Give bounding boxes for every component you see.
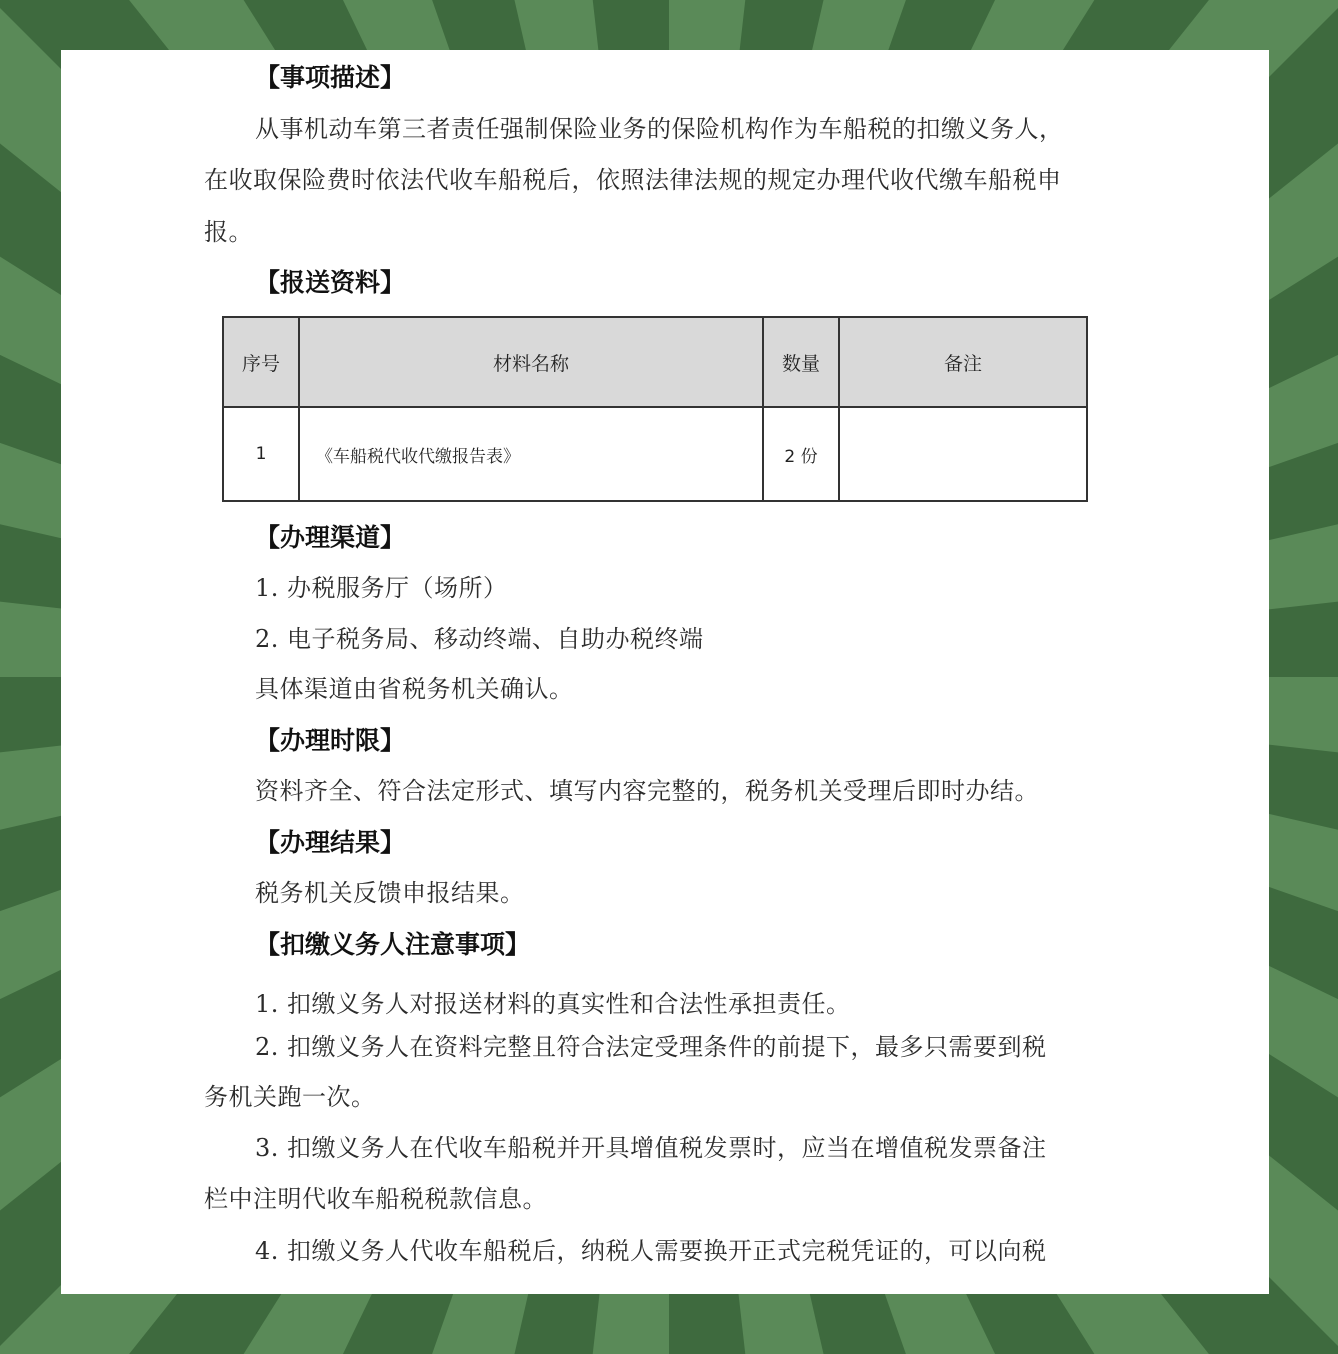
header-remark: 备注	[839, 317, 1087, 407]
paragraph-line: 报。	[204, 218, 253, 246]
header-quantity: 数量	[763, 317, 839, 407]
document-page	[61, 50, 1269, 1294]
paragraph-line: 从事机动车第三者责任强制保险业务的保险机构作为车船税的扣缴义务人，	[255, 115, 1064, 143]
list-item: 2. 扣缴义务人在资料完整且符合法定受理条件的前提下，最多只需要到税	[255, 1033, 1047, 1061]
section-title-notes: 【扣缴义务人注意事项】	[255, 930, 531, 959]
section-title-description: 【事项描述】	[255, 63, 406, 92]
paragraph-line: 在收取保险费时依法代收车船税后，依照法律法规的规定办理代收代缴车船税申	[204, 166, 1062, 194]
section-title-channels: 【办理渠道】	[255, 523, 406, 552]
cell-quantity: 2 份	[763, 407, 839, 501]
list-item: 3. 扣缴义务人在代收车船税并开具增值税发票时，应当在增值税发票备注	[255, 1134, 1047, 1162]
cell-remark	[839, 407, 1087, 501]
cell-index: 1	[223, 407, 299, 501]
paragraph-line: 税务机关反馈申报结果。	[255, 879, 525, 907]
header-index: 序号	[223, 317, 299, 407]
paragraph-line: 务机关跑一次。	[204, 1083, 376, 1111]
header-material-name: 材料名称	[299, 317, 763, 407]
paragraph-line: 栏中注明代收车船税税款信息。	[204, 1185, 547, 1213]
section-title-time-limit: 【办理时限】	[255, 726, 406, 755]
list-item: 1. 办税服务厅（场所）	[255, 574, 508, 602]
section-title-result: 【办理结果】	[255, 828, 406, 857]
materials-table	[222, 316, 1088, 502]
list-item: 1. 扣缴义务人对报送材料的真实性和合法性承担责任。	[255, 990, 851, 1018]
list-item: 2. 电子税务局、移动终端、自助办税终端	[255, 625, 704, 653]
table-row	[223, 407, 1087, 501]
list-item: 4. 扣缴义务人代收车船税后，纳税人需要换开正式完税凭证的，可以向税	[255, 1237, 1047, 1265]
cell-material-name: 《车船税代收代缴报告表》	[299, 407, 763, 501]
section-title-materials: 【报送资料】	[255, 268, 406, 297]
paragraph-line: 资料齐全、符合法定形式、填写内容完整的，税务机关受理后即时办结。	[255, 777, 1039, 805]
paragraph-line: 具体渠道由省税务机关确认。	[255, 675, 574, 703]
table-header-row	[223, 317, 1087, 407]
